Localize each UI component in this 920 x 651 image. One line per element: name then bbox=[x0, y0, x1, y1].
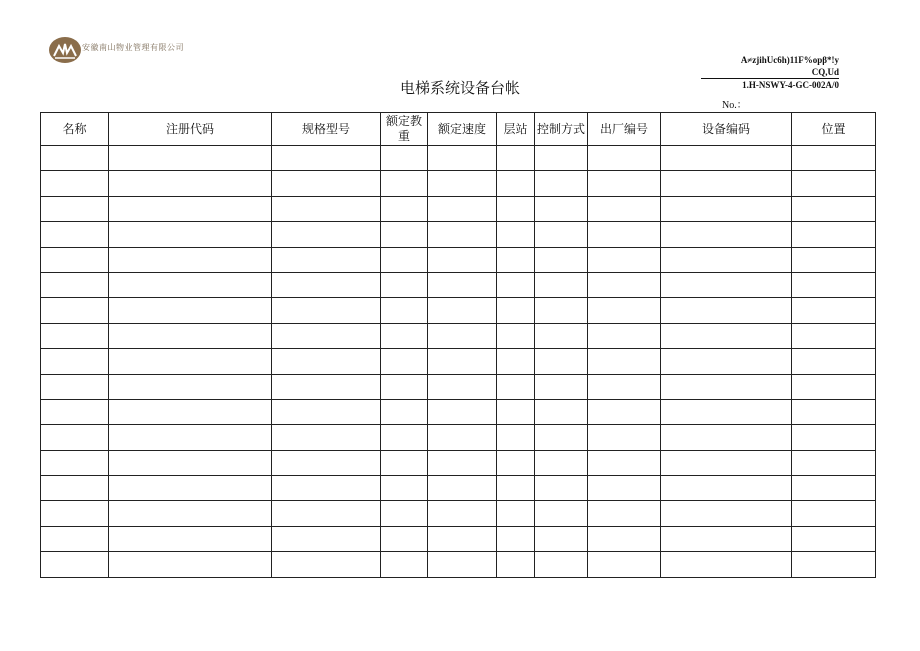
table-cell[interactable] bbox=[272, 222, 381, 247]
table-row bbox=[41, 272, 876, 297]
table-cell[interactable] bbox=[109, 222, 272, 247]
table-cell[interactable] bbox=[792, 374, 876, 399]
table-cell[interactable] bbox=[109, 552, 272, 577]
table-cell[interactable] bbox=[381, 552, 428, 577]
table-cell[interactable] bbox=[109, 526, 272, 551]
table-row bbox=[41, 450, 876, 475]
table-cell[interactable] bbox=[381, 374, 428, 399]
table-cell[interactable] bbox=[41, 298, 109, 323]
table-cell[interactable] bbox=[497, 222, 535, 247]
table-cell[interactable] bbox=[428, 450, 497, 475]
table-cell[interactable] bbox=[272, 323, 381, 348]
serial-number-label: No.： bbox=[722, 100, 747, 111]
page-title: 电梯系统设备台帐 bbox=[400, 79, 521, 97]
table-cell[interactable] bbox=[661, 374, 792, 399]
table-cell[interactable] bbox=[272, 272, 381, 297]
table-cell[interactable] bbox=[109, 196, 272, 221]
table-cell[interactable] bbox=[588, 476, 661, 501]
table-row bbox=[41, 501, 876, 526]
table-cell[interactable] bbox=[381, 526, 428, 551]
table-cell[interactable] bbox=[381, 247, 428, 272]
table-cell[interactable] bbox=[109, 272, 272, 297]
table-cell[interactable] bbox=[272, 425, 381, 450]
table-cell[interactable] bbox=[792, 526, 876, 551]
table-cell[interactable] bbox=[661, 298, 792, 323]
table-cell[interactable] bbox=[588, 526, 661, 551]
table-cell[interactable] bbox=[792, 272, 876, 297]
table-row bbox=[41, 399, 876, 424]
table-cell[interactable] bbox=[497, 323, 535, 348]
table-cell[interactable] bbox=[272, 450, 381, 475]
table-row bbox=[41, 222, 876, 247]
table-cell[interactable] bbox=[381, 146, 428, 171]
column-header: 出厂编号 bbox=[588, 113, 661, 146]
table-cell[interactable] bbox=[792, 196, 876, 221]
table-cell[interactable] bbox=[109, 501, 272, 526]
table-cell[interactable] bbox=[41, 476, 109, 501]
table-cell[interactable] bbox=[535, 222, 588, 247]
table-cell[interactable] bbox=[535, 501, 588, 526]
table-cell[interactable] bbox=[535, 374, 588, 399]
table-cell[interactable] bbox=[497, 552, 535, 577]
table-cell[interactable] bbox=[661, 272, 792, 297]
table-cell[interactable] bbox=[588, 196, 661, 221]
table-cell[interactable] bbox=[428, 374, 497, 399]
document-code bbox=[701, 54, 839, 91]
table-cell[interactable] bbox=[41, 171, 109, 196]
table-cell[interactable] bbox=[109, 450, 272, 475]
table-cell[interactable] bbox=[428, 552, 497, 577]
table-cell[interactable] bbox=[428, 298, 497, 323]
table-cell[interactable] bbox=[272, 298, 381, 323]
table-cell[interactable] bbox=[272, 349, 381, 374]
table-cell[interactable] bbox=[588, 450, 661, 475]
table-cell[interactable] bbox=[428, 399, 497, 424]
table-cell[interactable] bbox=[661, 501, 792, 526]
table-cell[interactable] bbox=[588, 399, 661, 424]
table-cell[interactable] bbox=[41, 501, 109, 526]
table-cell[interactable] bbox=[792, 298, 876, 323]
company-logo-icon bbox=[48, 36, 82, 64]
column-header: 注册代码 bbox=[109, 113, 272, 146]
table-cell[interactable] bbox=[535, 399, 588, 424]
table-cell[interactable] bbox=[381, 399, 428, 424]
table-cell[interactable] bbox=[588, 552, 661, 577]
table-cell[interactable] bbox=[428, 501, 497, 526]
table-cell[interactable] bbox=[428, 425, 497, 450]
table-cell[interactable] bbox=[535, 425, 588, 450]
table-cell[interactable] bbox=[109, 349, 272, 374]
table-cell[interactable] bbox=[497, 399, 535, 424]
table-cell[interactable] bbox=[535, 349, 588, 374]
table-row bbox=[41, 323, 876, 348]
table-cell[interactable] bbox=[792, 399, 876, 424]
table-cell[interactable] bbox=[109, 399, 272, 424]
table-cell[interactable] bbox=[535, 247, 588, 272]
table-cell[interactable] bbox=[497, 450, 535, 475]
table-cell[interactable] bbox=[41, 222, 109, 247]
table-cell[interactable] bbox=[272, 374, 381, 399]
table-row bbox=[41, 146, 876, 171]
table-cell[interactable] bbox=[497, 247, 535, 272]
table-cell[interactable] bbox=[109, 247, 272, 272]
table-cell[interactable] bbox=[41, 374, 109, 399]
table-cell[interactable] bbox=[497, 298, 535, 323]
table-cell[interactable] bbox=[272, 476, 381, 501]
table-cell[interactable] bbox=[792, 476, 876, 501]
table-row bbox=[41, 476, 876, 501]
table-cell[interactable] bbox=[381, 196, 428, 221]
table-cell[interactable] bbox=[497, 526, 535, 551]
table-cell[interactable] bbox=[661, 399, 792, 424]
table-cell[interactable] bbox=[588, 425, 661, 450]
table-cell[interactable] bbox=[428, 247, 497, 272]
table-cell[interactable] bbox=[588, 247, 661, 272]
column-header: 设备编码 bbox=[661, 113, 792, 146]
table-cell[interactable] bbox=[41, 272, 109, 297]
table-cell[interactable] bbox=[588, 146, 661, 171]
table-cell[interactable] bbox=[792, 552, 876, 577]
table-cell[interactable] bbox=[381, 501, 428, 526]
table-cell[interactable] bbox=[588, 171, 661, 196]
table-cell[interactable] bbox=[497, 171, 535, 196]
table-cell[interactable] bbox=[497, 476, 535, 501]
column-header: 位置 bbox=[792, 113, 876, 146]
company-name: 安徽南山物业管理有限公司 bbox=[82, 43, 184, 52]
table-cell[interactable] bbox=[792, 501, 876, 526]
table-cell[interactable] bbox=[588, 272, 661, 297]
table-row bbox=[41, 526, 876, 551]
table-cell[interactable] bbox=[41, 399, 109, 424]
table-cell[interactable] bbox=[588, 323, 661, 348]
table-cell[interactable] bbox=[272, 552, 381, 577]
column-header: 名称 bbox=[41, 113, 109, 146]
equipment-ledger-table bbox=[40, 112, 876, 578]
table-cell[interactable] bbox=[497, 374, 535, 399]
table-cell[interactable] bbox=[381, 476, 428, 501]
table-cell[interactable] bbox=[661, 349, 792, 374]
table-cell[interactable] bbox=[41, 323, 109, 348]
table-cell[interactable] bbox=[497, 146, 535, 171]
table-row bbox=[41, 171, 876, 196]
table-cell[interactable] bbox=[792, 349, 876, 374]
document-code-line-1: A≠zjihUc6h)11F%opβ*!y bbox=[740, 55, 839, 65]
table-cell[interactable] bbox=[41, 425, 109, 450]
table-cell[interactable] bbox=[661, 450, 792, 475]
table-row bbox=[41, 247, 876, 272]
table-cell[interactable] bbox=[428, 222, 497, 247]
column-header: 额定教重 bbox=[381, 113, 428, 146]
table-cell[interactable] bbox=[381, 298, 428, 323]
table-cell[interactable] bbox=[535, 146, 588, 171]
table-cell[interactable] bbox=[381, 171, 428, 196]
table-cell[interactable] bbox=[41, 526, 109, 551]
table-cell[interactable] bbox=[792, 323, 876, 348]
table-cell[interactable] bbox=[109, 146, 272, 171]
table-cell[interactable] bbox=[661, 247, 792, 272]
column-header: 控制方式 bbox=[535, 113, 588, 146]
column-header: 层站 bbox=[497, 113, 535, 146]
table-cell[interactable] bbox=[792, 425, 876, 450]
table-cell[interactable] bbox=[535, 476, 588, 501]
table-cell[interactable] bbox=[272, 399, 381, 424]
table-cell[interactable] bbox=[109, 171, 272, 196]
table-cell[interactable] bbox=[428, 476, 497, 501]
table-cell[interactable] bbox=[588, 374, 661, 399]
table-cell[interactable] bbox=[109, 425, 272, 450]
table-cell[interactable] bbox=[535, 323, 588, 348]
table-cell[interactable] bbox=[588, 298, 661, 323]
table-cell[interactable] bbox=[109, 374, 272, 399]
table-cell[interactable] bbox=[428, 526, 497, 551]
table-cell[interactable] bbox=[792, 171, 876, 196]
table-cell[interactable] bbox=[661, 171, 792, 196]
document-code-line-3: 1.H-NSWY-4-GC-002A/0 bbox=[701, 78, 839, 91]
table-cell[interactable] bbox=[41, 196, 109, 221]
table-cell[interactable] bbox=[272, 501, 381, 526]
column-header: 规格型号 bbox=[272, 113, 381, 146]
table-cell[interactable] bbox=[535, 196, 588, 221]
table-row bbox=[41, 425, 876, 450]
table-cell[interactable] bbox=[535, 171, 588, 196]
table-cell[interactable] bbox=[428, 196, 497, 221]
table-cell[interactable] bbox=[661, 323, 792, 348]
table-cell[interactable] bbox=[588, 501, 661, 526]
table-cell[interactable] bbox=[661, 476, 792, 501]
table-cell[interactable] bbox=[272, 196, 381, 221]
table-cell[interactable] bbox=[381, 450, 428, 475]
table-cell[interactable] bbox=[41, 552, 109, 577]
table-cell[interactable] bbox=[381, 425, 428, 450]
table-cell[interactable] bbox=[661, 526, 792, 551]
table-cell[interactable] bbox=[272, 171, 381, 196]
table-cell[interactable] bbox=[428, 272, 497, 297]
table-cell[interactable] bbox=[792, 450, 876, 475]
table-cell[interactable] bbox=[497, 349, 535, 374]
table-cell[interactable] bbox=[661, 146, 792, 171]
table-cell[interactable] bbox=[428, 349, 497, 374]
table-cell[interactable] bbox=[497, 425, 535, 450]
table-cell[interactable] bbox=[41, 146, 109, 171]
table-cell[interactable] bbox=[661, 425, 792, 450]
table-cell[interactable] bbox=[661, 196, 792, 221]
table-header-row bbox=[41, 113, 876, 146]
table-row bbox=[41, 349, 876, 374]
table-cell[interactable] bbox=[272, 247, 381, 272]
table-cell[interactable] bbox=[588, 349, 661, 374]
table-cell[interactable] bbox=[272, 526, 381, 551]
table-cell[interactable] bbox=[381, 222, 428, 247]
table-row bbox=[41, 552, 876, 577]
table-cell[interactable] bbox=[535, 272, 588, 297]
table-cell[interactable] bbox=[497, 272, 535, 297]
table-cell[interactable] bbox=[792, 247, 876, 272]
table-row bbox=[41, 196, 876, 221]
table-cell[interactable] bbox=[792, 146, 876, 171]
table-cell[interactable] bbox=[41, 349, 109, 374]
table-cell[interactable] bbox=[661, 552, 792, 577]
table-cell[interactable] bbox=[381, 349, 428, 374]
table-cell[interactable] bbox=[497, 196, 535, 221]
table-cell[interactable] bbox=[428, 146, 497, 171]
table-cell[interactable] bbox=[535, 552, 588, 577]
table-cell[interactable] bbox=[588, 222, 661, 247]
column-header: 额定速度 bbox=[428, 113, 497, 146]
table-cell[interactable] bbox=[535, 450, 588, 475]
table-cell[interactable] bbox=[272, 146, 381, 171]
table-cell[interactable] bbox=[535, 298, 588, 323]
table-cell[interactable] bbox=[535, 526, 588, 551]
table-cell[interactable] bbox=[497, 501, 535, 526]
table-cell[interactable] bbox=[381, 323, 428, 348]
table-cell[interactable] bbox=[109, 476, 272, 501]
table-cell[interactable] bbox=[381, 272, 428, 297]
table-cell[interactable] bbox=[109, 298, 272, 323]
table-cell[interactable] bbox=[428, 171, 497, 196]
table-row bbox=[41, 298, 876, 323]
document-code-line-2: CQ,Ud bbox=[811, 67, 839, 77]
table-cell[interactable] bbox=[792, 222, 876, 247]
table-cell[interactable] bbox=[661, 222, 792, 247]
table-cell[interactable] bbox=[109, 323, 272, 348]
table-cell[interactable] bbox=[428, 323, 497, 348]
table-row bbox=[41, 374, 876, 399]
table-cell[interactable] bbox=[41, 450, 109, 475]
table-cell[interactable] bbox=[41, 247, 109, 272]
